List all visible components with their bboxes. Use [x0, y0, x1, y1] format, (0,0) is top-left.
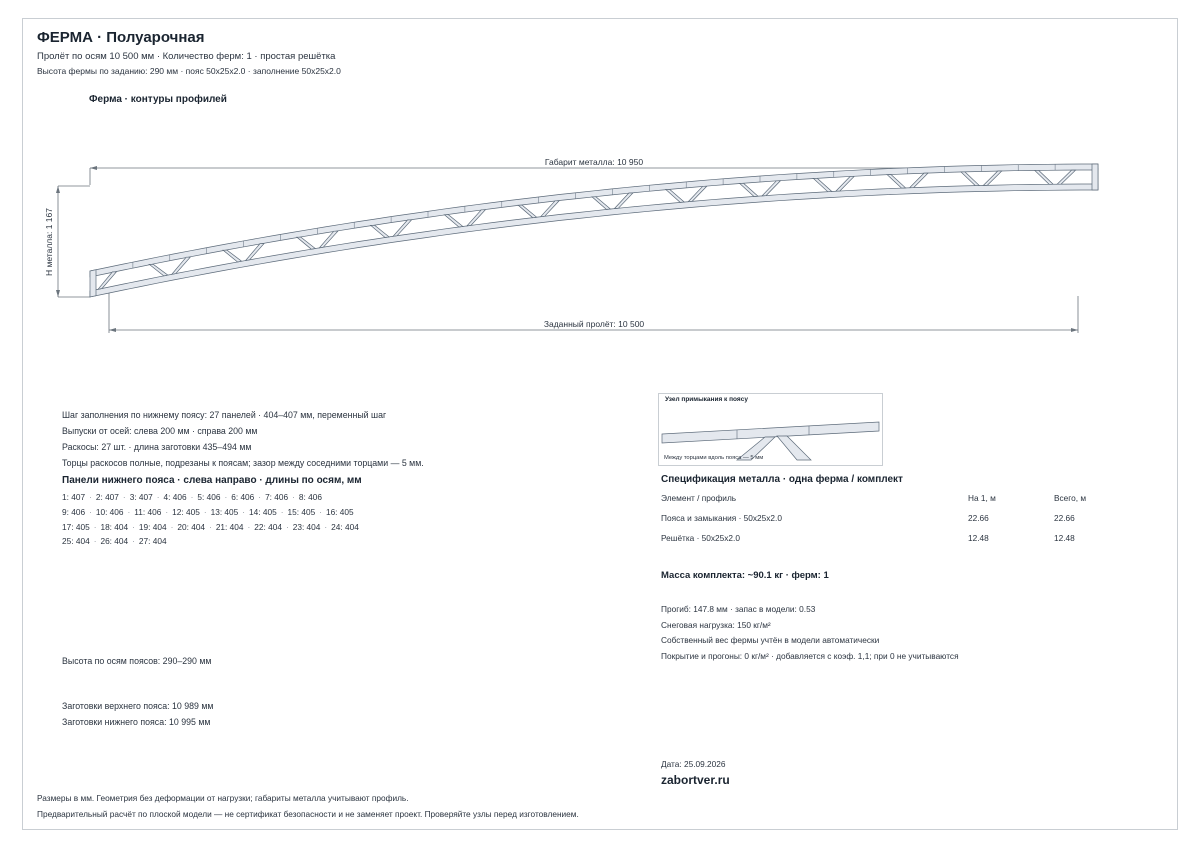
overall-dimension-label: Габарит металла: 10 950	[544, 157, 644, 167]
separator-dot: ·	[190, 492, 194, 502]
footer-note-disclaimer: Предварительный расчёт по плоской модели — не сертификат безопасности и не заменяет проект. Проверяйте узлы перед изготовлением.	[37, 809, 579, 819]
note-fill-step: Шаг заполнения по нижнему поясу: 27 панелей · 404–407 мм, переменный шаг	[62, 410, 387, 420]
separator-dot: ·	[292, 492, 295, 502]
spec-cell-total: 12.48	[1054, 533, 1075, 543]
panel-length: 11: 406	[134, 507, 162, 517]
panel-length: 16: 405	[325, 507, 354, 517]
separator-dot: ·	[89, 507, 92, 517]
subtitle-span: Пролёт по осям 10 500 мм · Количество ферм: 1 · простая решётка	[37, 51, 336, 62]
panel-length: 20: 404	[177, 522, 206, 532]
panel-length: 13: 405	[210, 507, 239, 517]
calc-roofing: Покрытие и прогоны: 0 кг/м² · добавляется с коэф. 1,1; при 0 не учитываются	[661, 651, 959, 661]
web-brace	[813, 178, 832, 191]
web-brace	[518, 205, 537, 218]
separator-dot: ·	[122, 492, 126, 502]
web-brace	[666, 190, 684, 203]
inset-title: Узел примыкания к поясу	[665, 396, 748, 403]
separator-dot: ·	[258, 492, 262, 502]
web-brace	[467, 210, 485, 226]
web-brace	[614, 193, 633, 209]
truss-drawing	[0, 0, 1200, 400]
separator-dot: ·	[127, 507, 131, 517]
web-brace	[149, 264, 168, 276]
truss-body	[90, 164, 1098, 297]
panel-length: 27: 404	[138, 536, 167, 546]
web-brace	[371, 225, 389, 237]
end-post-right	[1092, 164, 1098, 190]
panel-length: 15: 405	[287, 507, 316, 517]
web-brace	[592, 197, 610, 210]
panel-length: 8: 406	[298, 492, 322, 502]
spec-cell-element: Решётка · 50х25х2.0	[661, 533, 740, 543]
bottom-chord	[90, 184, 1098, 297]
calc-deflection: Прогиб: 147.8 мм · запас в модели: 0.53	[661, 604, 816, 614]
web-brace	[223, 250, 242, 262]
panel-length: 6: 406	[231, 492, 255, 502]
panel-length: 9: 406	[62, 507, 86, 517]
panel-length: 17: 405	[62, 522, 90, 532]
spec-cell-per-one: 12.48	[968, 533, 989, 543]
separator-dot: ·	[247, 522, 251, 532]
height-dimension-label: Н металла: 1 167	[44, 208, 54, 276]
panel-length: 18: 404	[100, 522, 129, 532]
separator-dot: ·	[156, 492, 160, 502]
separator-dot: ·	[324, 522, 328, 532]
blank-top-chord: Заготовки верхнего пояса: 10 989 мм	[62, 701, 214, 711]
end-post-left	[90, 270, 96, 297]
panel-length: 24: 404	[331, 522, 359, 532]
panel-length: 2: 407	[95, 492, 119, 502]
calc-snow-load: Снеговая нагрузка: 150 кг/м²	[661, 620, 771, 630]
separator-dot: ·	[93, 536, 97, 546]
footer-note-dimensions: Размеры в мм. Геометрия без деформации от нагрузки; габариты металла учитывают профиль.	[37, 793, 409, 803]
panels-title: Панели нижнего пояса · слева направо · длины по осям, мм	[62, 475, 362, 486]
separator-dot: ·	[132, 536, 135, 546]
panel-row	[62, 507, 354, 517]
panel-length: 26: 404	[100, 536, 129, 546]
panel-length: 25: 404	[62, 536, 90, 546]
separator-dot: ·	[242, 507, 246, 517]
spec-cell-element: Пояса и замыкания · 50х25х2.0	[661, 513, 782, 523]
separator-dot: ·	[89, 492, 92, 502]
subtitle-height: Высота фермы по заданию: 290 мм · пояс 50х25х2.0 · заполнение 50х25х2.0	[37, 66, 341, 76]
top-chord	[90, 164, 1098, 277]
kit-mass: Масса комплекта: ~90.1 кг · ферм: 1	[661, 570, 829, 581]
web-brace	[1057, 170, 1076, 184]
panel-length: 14: 405	[249, 507, 277, 517]
node-detail-inset	[658, 393, 883, 466]
spec-title: Спецификация металла · одна ферма / комплект	[661, 474, 903, 485]
web-brace	[983, 171, 1002, 185]
spec-header-total: Всего, м	[1054, 493, 1087, 503]
separator-dot: ·	[93, 522, 97, 532]
panel-row	[62, 536, 167, 546]
web-brace	[961, 172, 979, 186]
panel-length: 3: 407	[129, 492, 153, 502]
panel-length: 7: 406	[265, 492, 289, 502]
heights-note: Высота по осям поясов: 290–290 мм	[62, 656, 212, 666]
calc-self-weight: Собственный вес фермы учтён в модели автоматически	[661, 635, 880, 645]
panel-length: 4: 406	[163, 492, 187, 502]
blank-bottom-chord: Заготовки нижнего пояса: 10 995 мм	[62, 717, 211, 727]
spec-cell-per-one: 22.66	[968, 513, 989, 523]
web-brace	[910, 173, 928, 188]
separator-dot: ·	[285, 522, 289, 532]
web-brace	[740, 183, 758, 196]
panel-length: 23: 404	[292, 522, 321, 532]
panel-row	[62, 492, 322, 502]
panel-length: 19: 404	[138, 522, 167, 532]
separator-dot: ·	[319, 507, 322, 517]
spec-header-element: Элемент / профиль	[661, 493, 737, 503]
panel-length: 22: 404	[254, 522, 282, 532]
separator-dot: ·	[203, 507, 207, 517]
panel-row	[62, 522, 359, 532]
separator-dot: ·	[280, 507, 284, 517]
site-brand: zabortver.ru	[661, 773, 730, 787]
panel-length: 21: 404	[215, 522, 244, 532]
web-brace	[762, 181, 780, 196]
panel-length: 10: 406	[95, 507, 124, 517]
drawing-section-title: Ферма · контуры профилей	[89, 94, 227, 105]
separator-dot: ·	[209, 522, 212, 532]
web-brace	[887, 175, 906, 189]
separator-dot: ·	[132, 522, 135, 532]
date-label: Дата: 25.09.2026	[661, 759, 726, 769]
web-brace	[444, 215, 463, 227]
web-brace	[297, 237, 315, 249]
page-title: ФЕРМА · Полуарочная	[37, 29, 205, 46]
panel-length: 5: 406	[197, 492, 221, 502]
note-ends: Торцы раскосов полные, подрезаны к поясам; зазор между соседними торцами — 5 мм.	[62, 458, 424, 468]
spec-cell-total: 22.66	[1054, 513, 1075, 523]
web-brace	[836, 176, 854, 191]
spec-header-per-one: На 1, м	[968, 493, 996, 503]
web-brace	[688, 186, 707, 201]
separator-dot: ·	[170, 522, 174, 532]
web-brace	[1035, 170, 1053, 184]
panel-length: 12: 405	[172, 507, 200, 517]
web-brace	[541, 201, 559, 217]
note-braces: Раскосы: 27 шт. · длина заготовки 435–494 мм	[62, 442, 252, 452]
separator-dot: ·	[165, 507, 169, 517]
span-dimension-label: Заданный пролёт: 10 500	[543, 319, 645, 329]
dimension-lines	[44, 157, 1098, 333]
inset-caption: Между торцами вдоль пояса — 5 мм	[664, 455, 764, 461]
separator-dot: ·	[224, 492, 228, 502]
panel-length: 1: 407	[62, 492, 86, 502]
note-overhangs: Выпуски от осей: слева 200 мм · справа 200 мм	[62, 426, 258, 436]
